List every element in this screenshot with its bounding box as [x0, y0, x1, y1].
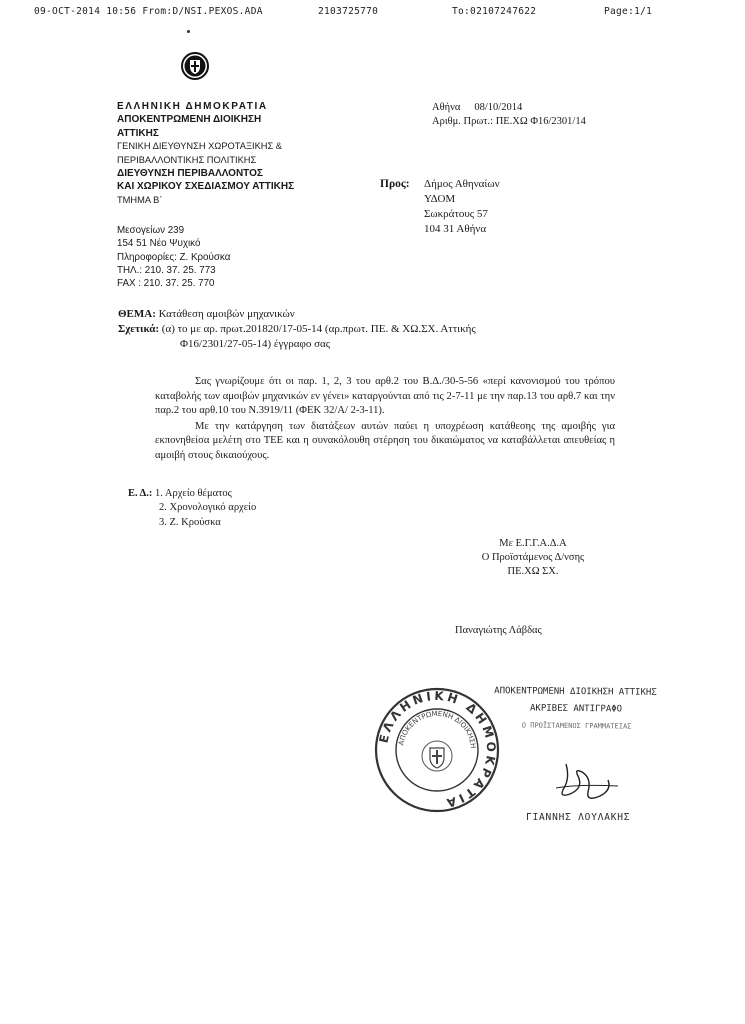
- subject-text: Κατάθεση αμοιβών μηχανικών: [158, 308, 295, 320]
- distribution-item-2: 2. Χρονολογικό αρχείο: [159, 502, 257, 514]
- recipient-label: Προς:: [380, 178, 410, 190]
- sender-contact-block: [117, 224, 230, 290]
- letter-body: [155, 375, 615, 464]
- sender-line-policy: ΠΕΡΙΒΑΛΛΟΝΤΙΚΗΣ ΠΟΛΙΤΙΚΗΣ: [117, 154, 257, 165]
- recipient-name: Δήμος Αθηναίων: [424, 178, 500, 190]
- copy-certifier-name: ΓΙΑΝΝΗΣ ΛΟΥΛΑΚΗΣ: [526, 812, 631, 823]
- sender-line-general-directorate: ΓΕΝΙΚΗ ΔΙΕΥΘΥΝΣΗ ΧΩΡΟΤΑΞΙΚΗΣ &: [117, 141, 283, 152]
- sender-authority-block: [117, 100, 294, 207]
- contact-phone: ΤΗΛ.: 210. 37. 25. 773: [117, 264, 216, 276]
- copy-stamp-authority: ΑΠΟΚΕΝΤΡΩΜΕΝΗ ΔΙΟΙΚΗΣΗ ΑΤΤΙΚΗΣ: [494, 686, 657, 698]
- signature-authority: Με Ε.Γ.Γ.Α.Δ.Α: [499, 538, 567, 549]
- seal-inner-text: ΑΠΟΚΕΝΤΡΩΜΕΝΗ ΔΙΟΙΚΗΣΗ: [397, 709, 478, 749]
- fax-header-number: 2103725770: [318, 6, 379, 17]
- distribution-item-1: 1. Αρχείο θέματος: [155, 488, 232, 499]
- subject-label: ΘΕΜΑ:: [118, 308, 156, 320]
- distribution-list: [128, 487, 256, 530]
- related-label: Σχετικά:: [118, 323, 160, 335]
- sender-line-directorate: ΔΙΕΥΘΥΝΣΗ ΠΕΡΙΒΑΛΛΟΝΤΟΣ: [117, 168, 263, 180]
- certified-copy-stamp: [494, 683, 657, 736]
- signature-title: Ο Προϊστάμενος Δ/νσης: [481, 552, 585, 563]
- contact-city: 154 51 Νέο Ψυχικό: [117, 238, 201, 250]
- recipient-block: [424, 177, 500, 237]
- sender-line-region: ΑΤΤΙΚΗΣ: [117, 127, 159, 139]
- contact-info: Πληροφορίες: Ζ. Κρούσκα: [117, 251, 231, 263]
- copy-stamp-secretary: Ο ΠΡΟΪΣΤΑΜΕΝΟΣ ΓΡΑΜΜΑΤΕΙΑΣ: [521, 721, 632, 731]
- date-place: Αθήνα: [432, 102, 461, 113]
- contact-street: Μεσογείων 239: [117, 225, 185, 236]
- signature-unit: ΠΕ.ΧΩ ΣΧ.: [507, 566, 559, 577]
- recipient-unit: ΥΔΟΜ: [424, 193, 456, 205]
- fax-header-page: Page:1/1: [604, 6, 653, 17]
- sender-line-department: ΤΜΗΜΑ Β΄: [117, 194, 163, 205]
- date-protocol-block: [432, 101, 586, 129]
- subject-block: [118, 307, 476, 352]
- related-text-line1: (α) το με αρ. πρωτ.201820/17-05-14 (αρ.πρωτ. ΠΕ. & ΧΩ.ΣΧ. Αττικής: [161, 323, 476, 335]
- recipient-city: 104 31 Αθήνα: [424, 223, 487, 235]
- seal-outer-text: ΕΛΛΗΝΙΚΗ ΔΗΜΟΚΡΑΤΙΑ: [376, 688, 499, 811]
- protocol-number: ΠΕ.ΧΩ Φ16/2301/14: [495, 116, 586, 127]
- body-paragraph-1: Σας γνωρίζουμε ότι οι παρ. 1, 2, 3 του αρθ.2 του Β.Δ./30-5-56 «περί κανονισμού του τρόπου καταβολής των αμοιβών μηχανικών εν γένει» καταργούνται από τις 2-7-11 με την παρ.13 του αρθ.7 και την παρ.2 του αρθ.10 του Ν.3919/11 (ΦΕΚ 32/Α/ 2-3-11).: [155, 376, 615, 417]
- signature-block: [468, 537, 598, 579]
- coat-of-arms-icon: [181, 52, 209, 80]
- svg-text:ΕΛΛΗΝΙΚΗ ΔΗΜΟΚΡΑΤΙΑ: [376, 689, 498, 811]
- protocol-label: Αριθμ. Πρωτ.:: [432, 116, 494, 127]
- sender-line-republic: ΕΛΛΗΝΙΚΗ ΔΗΜΟΚΡΑΤΙΑ: [117, 101, 268, 112]
- copy-stamp-certification: ΑΚΡΙΒΕΣ ΑΝΤΙΓΡΑΦΟ: [529, 703, 623, 715]
- related-text-line2: Φ16/2301/27-05-14) έγγραφο σας: [180, 338, 331, 350]
- fax-header-recipient: To:02107247622: [452, 6, 537, 17]
- document-date: 08/10/2014: [474, 102, 523, 113]
- contact-fax: FAX : 210. 37. 25. 770: [117, 278, 215, 290]
- handwritten-signature: [548, 758, 638, 808]
- scan-dot: [187, 30, 190, 33]
- sender-line-administration: ΑΠΟΚΕΝΤΡΩΜΕΝΗ ΔΙΟΙΚΗΣΗ: [117, 114, 262, 126]
- recipient-street: Σωκράτους 57: [424, 208, 488, 220]
- body-paragraph-2: Με την κατάργηση των διατάξεων αυτών παύει η υποχρέωση κατάθεσης της αμοιβής για εκπονηθείσα μελέτη στο ΤΕΕ και η συνακόλουθη στέρηση του δικαιώματος να καταβάλλεται απευθείας η αμοιβή στους δικαιούχους.: [155, 420, 615, 461]
- signer-name: Παναγιώτης Λάβδας: [455, 625, 542, 636]
- sender-line-planning: ΚΑΙ ΧΩΡΙΚΟΥ ΣΧΕΔΙΑΣΜΟΥ ΑΤΤΙΚΗΣ: [117, 181, 295, 193]
- distribution-item-3: 3. Ζ. Κρούσκα: [159, 516, 221, 528]
- fax-header-sender: 09-OCT-2014 10:56 From:D/NSI.PEXOS.ADA: [34, 6, 263, 17]
- distribution-label: Ε. Δ.:: [128, 488, 153, 499]
- svg-text:ΑΠΟΚΕΝΤΡΩΜΕΝΗ ΔΙΟΙΚΗΣΗ: [397, 710, 477, 749]
- official-seal-stamp: [373, 686, 501, 814]
